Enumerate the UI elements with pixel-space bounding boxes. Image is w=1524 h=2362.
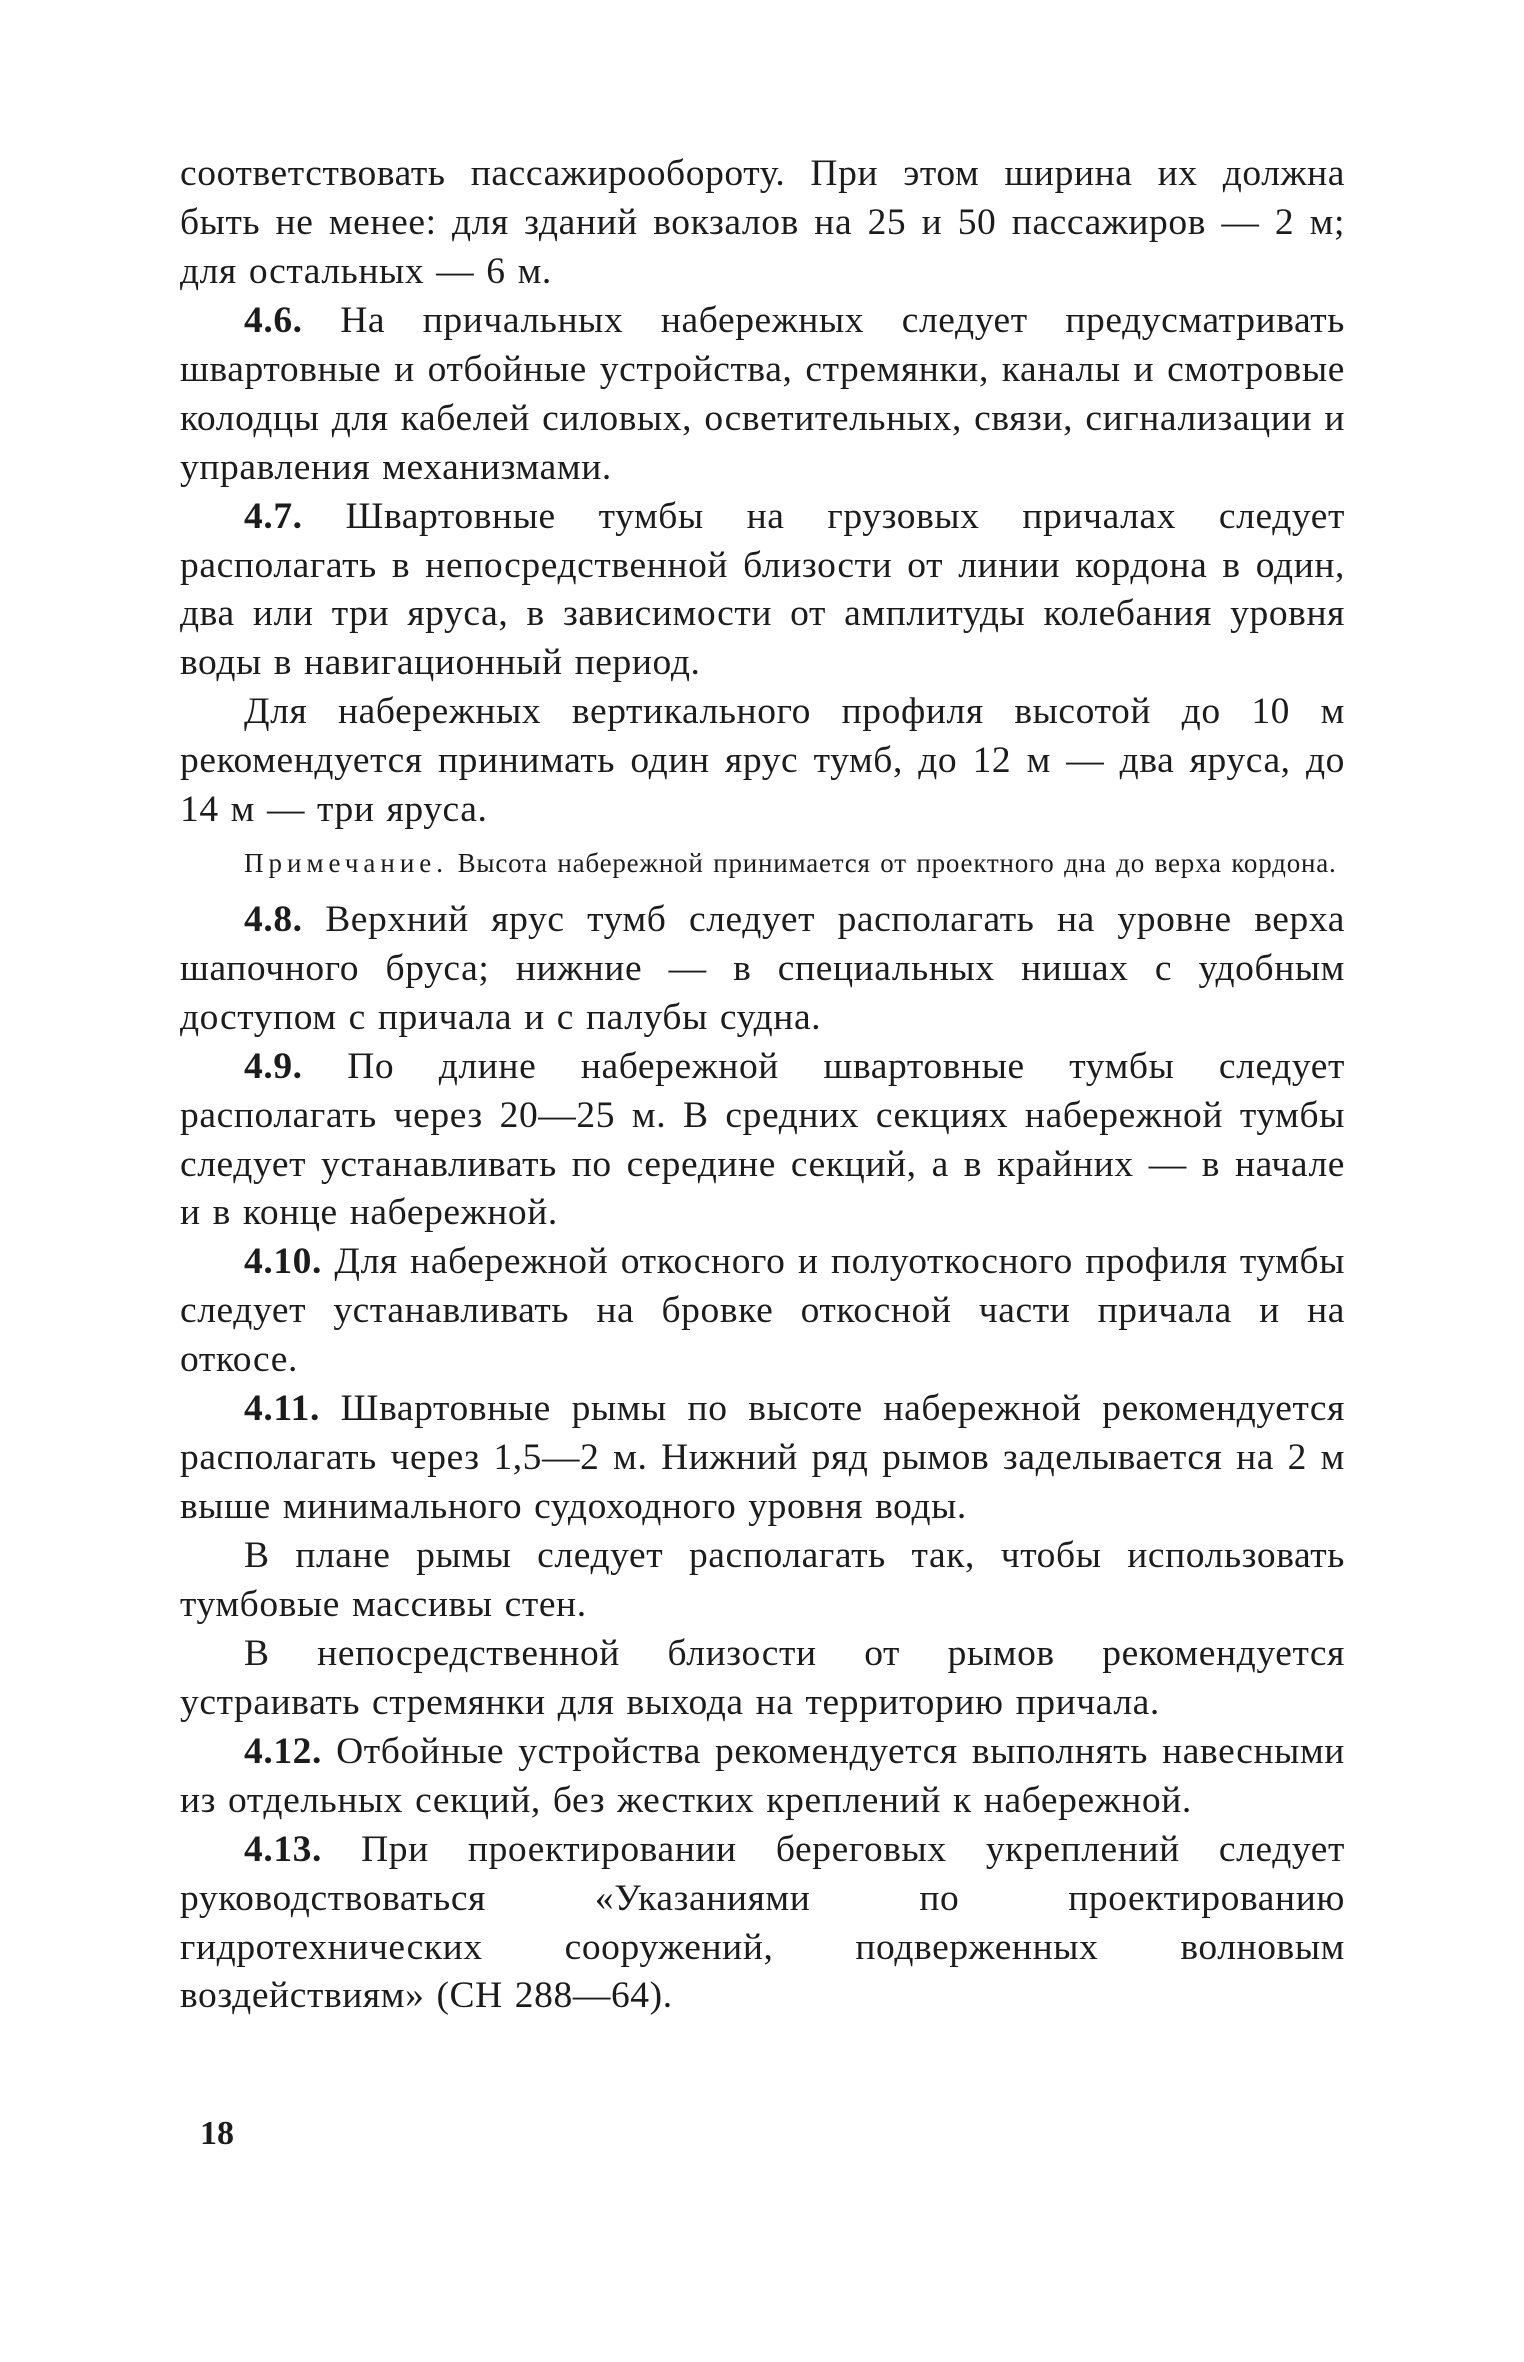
section-text: Швартовные тумбы на грузовых причалах следует располагать в непосредственной близости от линии кордона в один, два или три яруса, в зависимости от амплитуды колебания уровня воды в навигационный период.: [180, 495, 1345, 684]
note: [180, 845, 1345, 882]
note-text: Высота набережной принимается от проектного дна до верха кордона.: [457, 848, 1337, 879]
section-subparagraph: [180, 1630, 1345, 1728]
section-paragraph: [180, 297, 1345, 493]
section-number: 4.9.: [244, 1045, 303, 1087]
section-text: Для набережной откосного и полуоткосного профиля тумбы следует устанавливать на бровке откосной части причала и на откосе.: [180, 1241, 1345, 1381]
section-number: 4.6.: [244, 299, 303, 341]
section-paragraph: [180, 896, 1345, 1043]
section-text: При проектировании береговых укреплений следует руководствоваться «Указаниями по проектированию гидротехнических сооружений, подверженных волновым воздействиям» (СН 288—64).: [180, 1828, 1345, 2017]
continuation-paragraph: соответствовать пассажирообороту. При этом ширина их должна быть не менее: для зданий вокзалов на 25 и 50 пассажиров — 2 м; для остальных — 6 м.: [180, 153, 1345, 292]
section-paragraph: [180, 493, 1345, 689]
section-text: Швартовные рымы по высоте набережной рекомендуется располагать через 1,5—2 м. Нижний ряд рымов заделывается на 2 м выше минимального судоходного уровня воды.: [180, 1388, 1345, 1528]
section-subparagraph: [180, 1532, 1345, 1630]
section-number: 4.10.: [244, 1241, 322, 1283]
section-text: На причальных набережных следует предусматривать швартовные и отбойные устройства, стремянки, каналы и смотровые колодцы для кабелей силовых, осветительных, связи, сигнализации и управления механизмами.: [180, 299, 1345, 488]
section-text: По длине набережной швартовные тумбы следует располагать через 20—25 м. В средних секциях набережной тумбы следует устанавливать по середине секций, а в крайних — в начале и в конце набережной.: [180, 1045, 1345, 1234]
section-subparagraph: [180, 688, 1345, 835]
section-paragraph: [180, 1043, 1345, 1239]
section-paragraph: [180, 1826, 1345, 2022]
section-text: В плане рымы следует располагать так, чтобы использовать тумбовые массивы стен.: [180, 1535, 1345, 1625]
section-text: Верхний ярус тумб следует располагать на уровне верха шапочного бруса; нижние — в специальных нишах с удобным доступом с причала и с палубы судна.: [180, 898, 1345, 1038]
note-label: Примечание.: [244, 848, 449, 879]
section-number: 4.13.: [244, 1828, 322, 1870]
section-text: Для набережных вертикального профиля высотой до 10 м рекомендуется принимать один ярус тумб, до 12 м — два яруса, до 14 м — три яруса.: [180, 691, 1345, 831]
section-number: 4.11.: [244, 1388, 320, 1430]
sections-list: [180, 297, 1345, 2022]
section-paragraph: [180, 1385, 1345, 1532]
section-number: 4.7.: [244, 495, 303, 537]
section-paragraph: [180, 1728, 1345, 1826]
section-paragraph: [180, 1238, 1345, 1385]
section-text: В непосредственной близости от рымов рекомендуется устраивать стремянки для выхода на территорию причала.: [180, 1632, 1345, 1723]
page-number: 18: [200, 2115, 234, 2152]
page-body: [180, 150, 1345, 2021]
section-text: Отбойные устройства рекомендуется выполнять навесными из отдельных секций, без жестких креплений к набережной.: [180, 1730, 1345, 1821]
section-number: 4.12.: [244, 1730, 322, 1772]
section-number: 4.8.: [244, 898, 303, 940]
